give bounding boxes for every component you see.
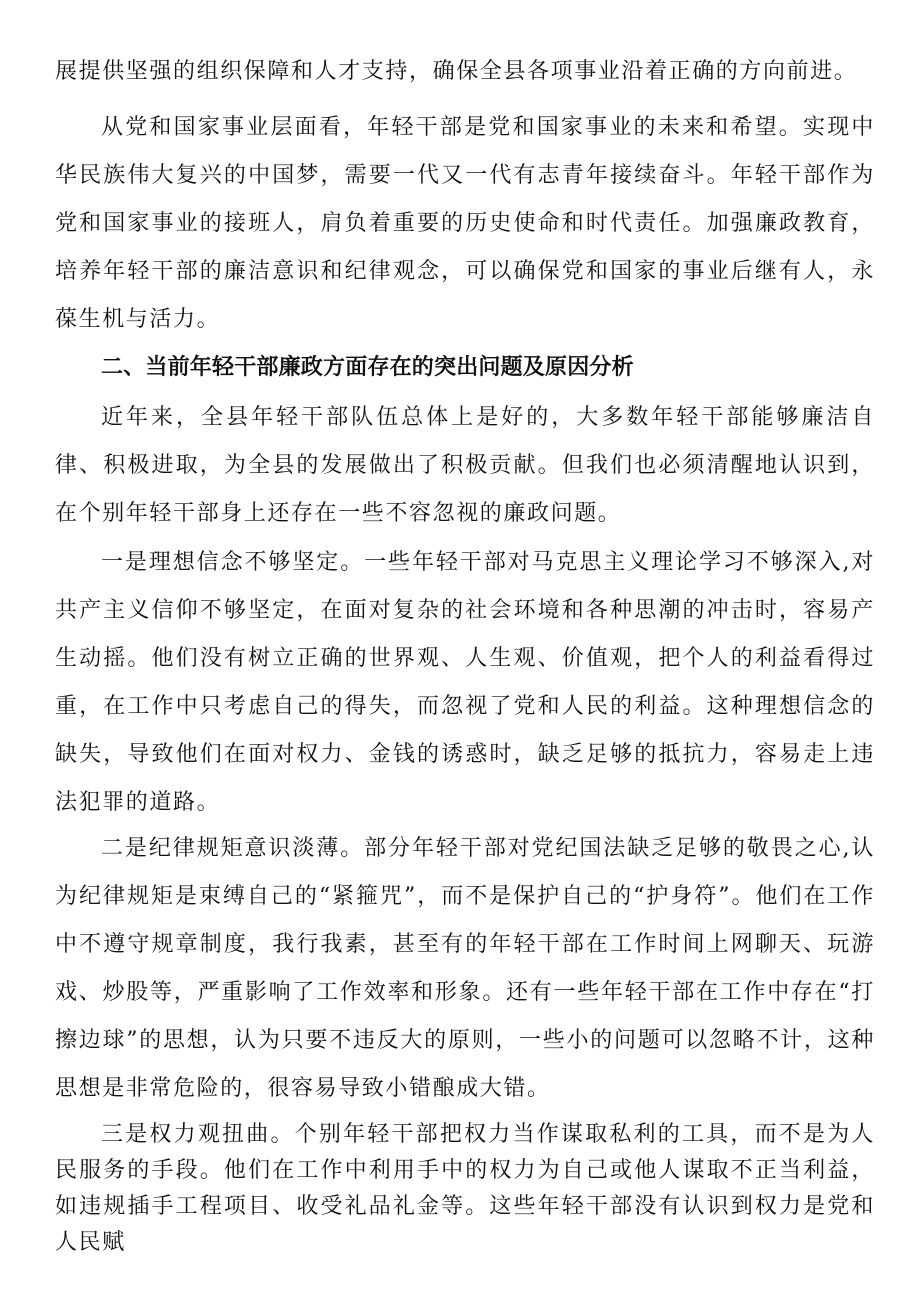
paragraph-career-perspective: 从党和国家事业层面看，年轻干部是党和国家事业的未来和希望。实现中华民族伟大复兴的中国梦，需要一代又一代有志青年接续奋斗。年轻干部作为党和国家事业的接班人，肩负着重要的历史使命和时代责任。加强廉政教育，培养年轻干部的廉洁意识和纪律观念，可以确保党和国家的事业后继有人，永葆生机与活力。 [55, 115, 875, 332]
section-heading: 二、当前年轻干部廉政方面存在的突出问题及原因分析 [101, 355, 634, 380]
paragraph-overview: 近年来，全县年轻干部队伍总体上是好的，大多数年轻干部能够廉洁自律、积极进取，为全县的发展做出了积极贡献。但我们也必须清醒地认识到，在个别年轻干部身上还存在一些不容忽视的廉政问题。 [55, 405, 875, 526]
paragraph-problem-three: 三是权力观扭曲。个别年轻干部把权力当作谋取私利的工具，而不是为人民服务的手段。他们在工作中利用手中的权力为自己或他人谋取不正当利益，如违规插手工程项目、收受礼品礼金等。这些年轻干部没有认识到权力是党和人民赋 [55, 1122, 875, 1255]
paragraph-problem-one: 一是理想信念不够坚定。一些年轻干部对马克思主义理论学习不够深入,对共产主义信仰不够坚定，在面对复杂的社会环境和各种思潮的冲击时，容易产生动摇。他们没有树立正确的世界观、人生观、价值观，把个人的利益看得过重，在工作中只考虑自己的得失，而忽视了党和人民的利益。这种理想信念的缺失，导致他们在面对权力、金钱的诱惑时，缺乏足够的抵抗力，容易走上违法犯罪的道路。 [55, 550, 875, 815]
paragraph-continuation: 展提供坚强的组织保障和人才支持，确保全县各项事业沿着正确的方向前进。 [55, 59, 858, 84]
paragraph-problem-two: 二是纪律规矩意识淡薄。部分年轻干部对党纪国法缺乏足够的敬畏之心,认为纪律规矩是束缚自己的“紧箍咒”，而不是保护自己的“护身符”。他们在工作中不遵守规章制度，我行我素，甚至有的年轻干部在工作时间上网聊天、玩游戏、炒股等，严重影响了工作效率和形象。还有一些年轻干部在工作中存在“打擦边球”的思想，认为只要不违反大的原则，一些小的问题可以忽略不计，这种思想是非常危险的，很容易导致小错酿成大错。 [55, 836, 875, 1101]
